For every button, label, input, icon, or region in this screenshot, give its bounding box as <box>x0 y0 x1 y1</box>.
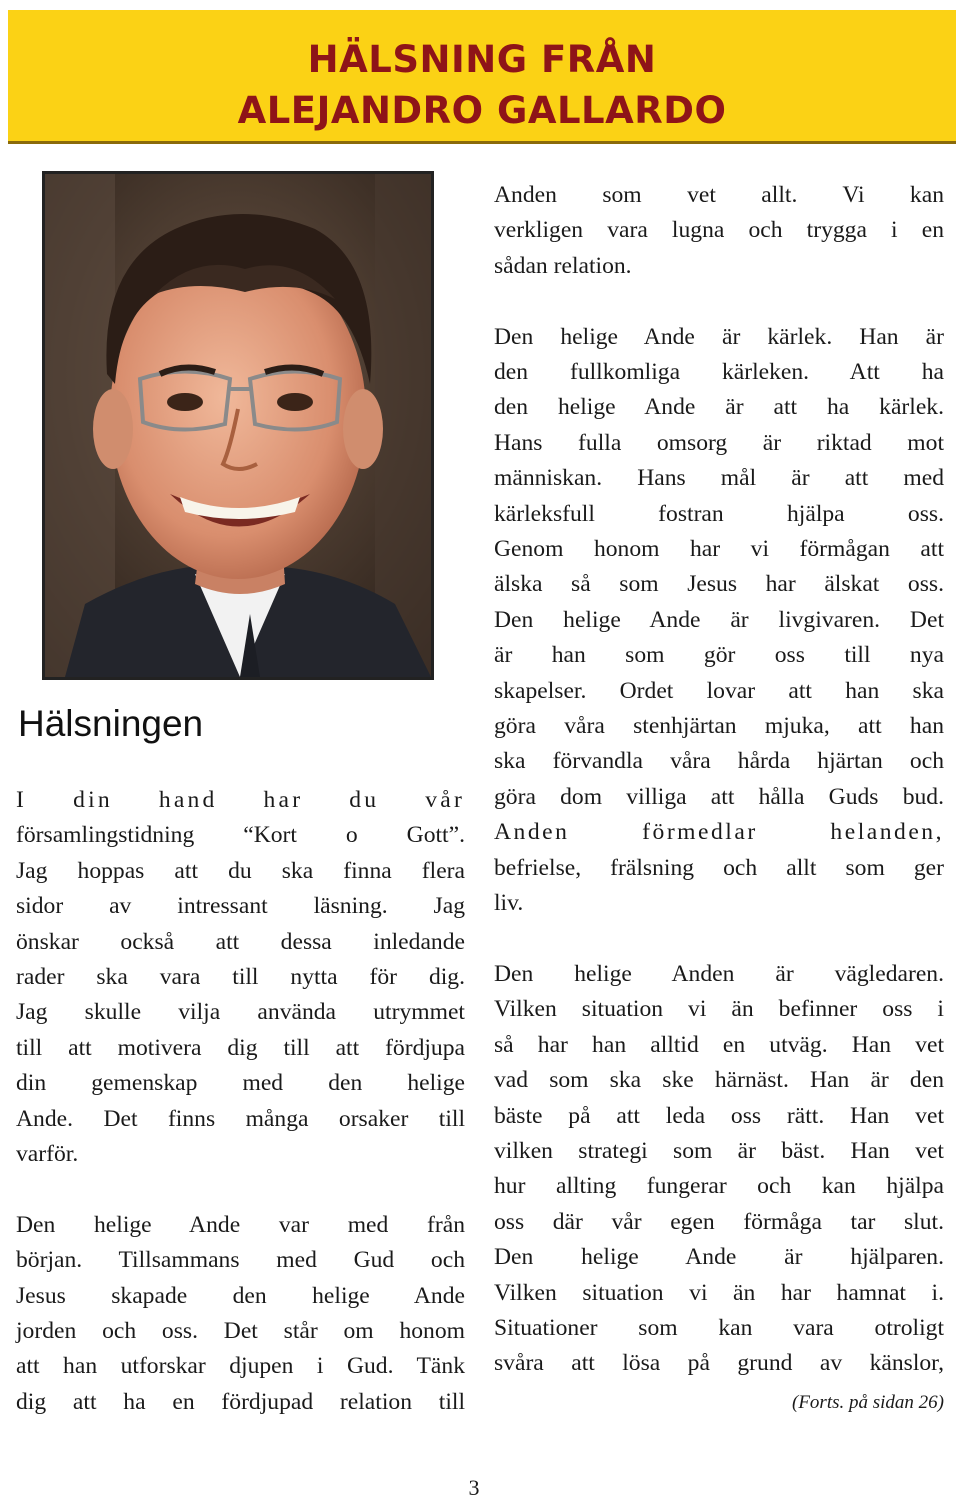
text-line: församlingstidning “Kort o Gott”. <box>16 822 465 849</box>
text-line: Ande. Det finns många orsaker till <box>16 1105 465 1132</box>
text-line: Anden som vet allt. Vi kan <box>494 182 944 208</box>
text-line: Den helige Ande är kärlek. Han är <box>494 323 944 350</box>
paragraph <box>16 1208 465 1420</box>
paragraph-gap <box>494 922 944 957</box>
text-line: rader ska vara till nytta för dig. <box>16 964 465 991</box>
right-column <box>494 178 944 1382</box>
text-line: älska så som Jesus har älskat oss. <box>494 571 944 598</box>
text-line: Den helige Ande var med från <box>16 1211 465 1238</box>
paragraph <box>494 957 944 1382</box>
text-line: så har han alltid en utväg. Han vet <box>494 1031 944 1058</box>
article-heading: Hälsningen <box>18 703 204 744</box>
paragraph <box>494 320 944 922</box>
header-banner <box>8 10 956 144</box>
page-title-line1: HÄLSNING FRÅN <box>307 38 657 81</box>
text-line: vilken strategi som är bäst. Han vet <box>494 1137 944 1164</box>
text-line: dig att ha en fördjupad relation till <box>16 1388 465 1415</box>
text-line: svåra att lösa på grund av känslor, <box>494 1350 944 1377</box>
text-line: vad som ska ske härnäst. Han är den <box>494 1067 944 1094</box>
text-line: Anden förmedlar helanden, <box>494 819 944 846</box>
text-line: hur allting fungerar och kan hjälpa <box>494 1173 944 1200</box>
text-line: göra våra stenhjärtan mjuka, att han <box>494 713 944 740</box>
portrait-photo <box>42 171 434 680</box>
text-line: Jag hoppas att du ska finna flera <box>16 857 465 884</box>
portrait-illustration <box>45 174 431 677</box>
text-line: din gemenskap med den helige <box>16 1070 465 1097</box>
continued-note: (Forts. på sidan 26) <box>792 1392 944 1413</box>
text-line: Den helige Ande är livgivaren. Det <box>494 606 944 633</box>
text-line: Jag skulle vilja använda utrymmet <box>16 999 465 1026</box>
text-line: Hans fulla omsorg är riktad mot <box>494 429 944 456</box>
text-line: jorden och oss. Det står om honom <box>16 1318 465 1345</box>
left-column <box>16 783 465 1420</box>
text-line: till att motivera dig till att fördjupa <box>16 1034 465 1061</box>
text-line: människan. Hans mål är att med <box>494 465 944 492</box>
text-line: Situationer som kan vara otroligt <box>494 1314 944 1341</box>
paragraph-gap <box>16 1172 465 1207</box>
text-line: oss där vår egen förmåga tar slut. <box>494 1208 944 1235</box>
text-line: Jesus skapade den helige Ande <box>16 1282 465 1309</box>
text-line: början. Tillsammans med Gud och <box>16 1247 465 1274</box>
text-line: liv. <box>494 890 524 917</box>
text-line: Den helige Anden är vägledaren. <box>494 960 944 987</box>
text-line: den helige Ande är att ha kärlek. <box>494 394 944 421</box>
text-line: önskar också att dessa inledande <box>16 928 465 955</box>
page-title-line2: ALEJANDRO GALLARDO <box>237 89 727 132</box>
text-line: skapelser. Ordet lovar att han ska <box>494 677 944 704</box>
text-line: ska förvandla våra hårda hjärtan och <box>494 748 944 775</box>
text-line: befrielse, frälsning och allt som ger <box>494 854 944 881</box>
text-line: I din hand har du vår <box>16 787 465 813</box>
paragraph <box>16 783 465 1172</box>
paragraph-gap <box>494 284 944 319</box>
text-line: den fullkomliga kärleken. Att ha <box>494 359 944 386</box>
text-line: sådan relation. <box>494 252 632 279</box>
text-line: sidor av intressant läsning. Jag <box>16 893 465 920</box>
paragraph <box>494 178 944 284</box>
text-line: bäste på att leda oss rätt. Han vet <box>494 1102 944 1129</box>
text-line: Den helige Ande är hjälparen. <box>494 1244 944 1271</box>
text-line: göra dom villiga att hålla Guds bud. <box>494 783 944 810</box>
text-line: att han utforskar djupen i Gud. Tänk <box>16 1353 465 1380</box>
text-line: Vilken situation vi än befinner oss i <box>494 996 944 1023</box>
text-line: verkligen vara lugna och trygga i en <box>494 217 944 244</box>
text-line: Vilken situation vi än har hamnat i. <box>494 1279 944 1306</box>
text-line: Genom honom har vi förmågan att <box>494 536 944 563</box>
page-number: 3 <box>468 1475 480 1500</box>
text-line: kärleksfull fostran hjälpa oss. <box>494 500 944 527</box>
text-line: är han som gör oss till nya <box>494 642 944 669</box>
text-line: varför. <box>16 1141 79 1168</box>
